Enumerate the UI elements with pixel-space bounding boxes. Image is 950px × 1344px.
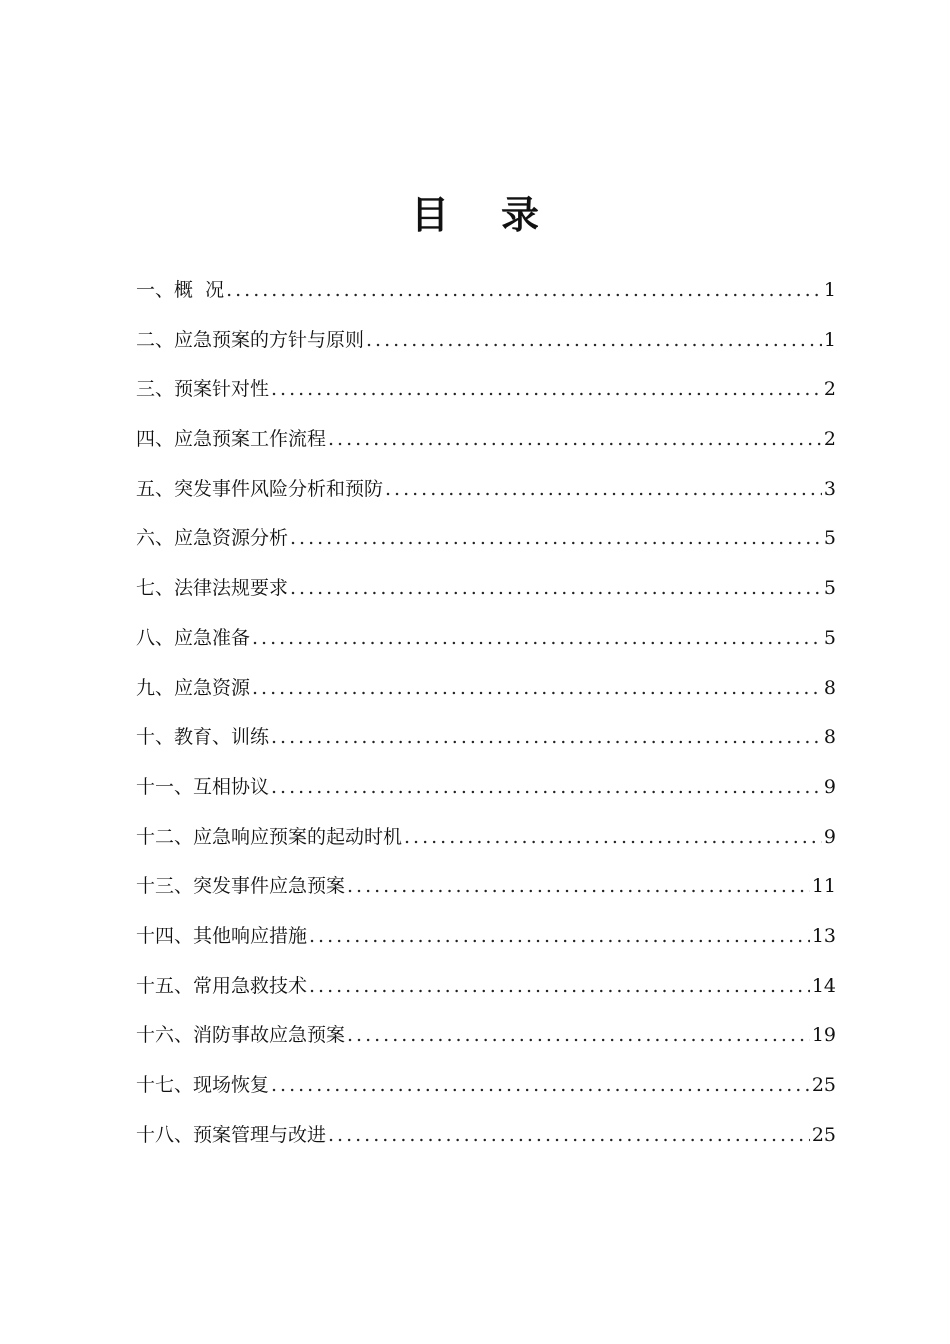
toc-title-char-2: 录 — [501, 193, 540, 237]
toc-entry[interactable] — [136, 568, 836, 618]
toc-entry-page: 5 — [823, 527, 836, 550]
toc-leader-dots — [347, 866, 810, 906]
toc-entry-page: 2 — [823, 378, 836, 401]
toc-entry[interactable] — [136, 618, 836, 668]
toc-entry-page: 9 — [823, 825, 836, 848]
toc-leader-dots — [385, 469, 822, 509]
toc-entry[interactable] — [136, 1115, 836, 1165]
toc-leader-dots — [226, 270, 822, 310]
toc-entry-label: 十五、常用急救技术 — [136, 974, 308, 997]
toc-entry[interactable] — [136, 469, 836, 519]
toc-entry-label: 十三、突发事件应急预案 — [136, 875, 346, 898]
toc-entry-label: 六、应急资源分析 — [136, 527, 289, 550]
toc-entry[interactable] — [136, 1065, 836, 1115]
toc-entry[interactable] — [136, 966, 836, 1016]
toc-leader-dots — [404, 817, 822, 857]
toc-entry-page: 9 — [823, 775, 836, 798]
toc-title-char-1: 目 — [410, 193, 449, 237]
toc-leader-dots — [252, 668, 822, 708]
toc-entry-page: 25 — [811, 1074, 836, 1096]
toc-entry-page: 13 — [811, 924, 836, 947]
toc-entry[interactable] — [136, 916, 836, 966]
toc-entry[interactable] — [136, 866, 836, 916]
toc-entry-label: 十四、其他响应措施 — [136, 924, 308, 947]
toc-entry[interactable] — [136, 668, 836, 718]
toc-entry[interactable] — [136, 320, 836, 370]
toc-entry[interactable] — [136, 767, 836, 817]
toc-entry-page: 8 — [823, 726, 836, 749]
toc-entry-page: 8 — [823, 676, 836, 699]
toc-entry[interactable] — [136, 369, 836, 419]
toc-entry-label: 十八、预案管理与改进 — [136, 1123, 327, 1146]
toc-entry-page: 5 — [823, 577, 836, 600]
toc-entry-label: 一、概 况 — [136, 279, 225, 301]
toc-entry-page: 5 — [823, 626, 836, 649]
toc-leader-dots — [252, 618, 822, 658]
toc-entry-label: 九、应急资源 — [136, 676, 251, 699]
toc-leader-dots — [271, 369, 822, 409]
toc-entry-label: 十、教育、训练 — [136, 726, 270, 749]
toc-entry-page: 11 — [811, 875, 836, 898]
toc-entry[interactable] — [136, 270, 836, 320]
toc-leader-dots — [309, 916, 810, 956]
toc-entry-label: 五、突发事件风险分析和预防 — [136, 477, 384, 500]
toc-leader-dots — [328, 419, 822, 459]
toc-entry-label: 七、法律法规要求 — [136, 577, 289, 600]
toc-leader-dots — [271, 717, 822, 757]
toc-leader-dots — [347, 1015, 810, 1055]
toc-entry-page: 3 — [823, 477, 836, 500]
toc-entry[interactable] — [136, 419, 836, 469]
toc-entry-label: 十七、现场恢复 — [136, 1074, 270, 1096]
toc-leader-dots — [328, 1115, 810, 1155]
toc-entry-label: 二、应急预案的方针与原则 — [136, 328, 365, 351]
toc-entry-label: 四、应急预案工作流程 — [136, 428, 327, 451]
toc-entry-page: 19 — [811, 1024, 836, 1047]
toc-entry[interactable] — [136, 1015, 836, 1065]
toc-leader-dots — [271, 1065, 810, 1105]
toc-entry[interactable] — [136, 518, 836, 568]
toc-leader-dots — [271, 767, 822, 807]
toc-entry[interactable] — [136, 717, 836, 767]
toc-leader-dots — [290, 518, 822, 558]
toc-leader-dots — [309, 966, 810, 1006]
toc-entry-page: 25 — [811, 1123, 836, 1146]
toc-entry-label: 十二、应急响应预案的起动时机 — [136, 825, 403, 848]
table-of-contents — [136, 270, 836, 1164]
toc-entry-label: 十一、互相协议 — [136, 775, 270, 798]
toc-entry-page: 1 — [823, 279, 836, 301]
toc-entry-page: 14 — [811, 974, 836, 997]
toc-entry[interactable] — [136, 817, 836, 867]
toc-entry-label: 三、预案针对性 — [136, 378, 270, 401]
toc-leader-dots — [290, 568, 822, 608]
toc-entry-page: 2 — [823, 428, 836, 451]
toc-entry-page: 1 — [823, 328, 836, 351]
toc-entry-label: 八、应急准备 — [136, 626, 251, 649]
toc-leader-dots — [366, 320, 822, 360]
toc-title — [0, 190, 950, 240]
toc-entry-label: 十六、消防事故应急预案 — [136, 1024, 346, 1047]
